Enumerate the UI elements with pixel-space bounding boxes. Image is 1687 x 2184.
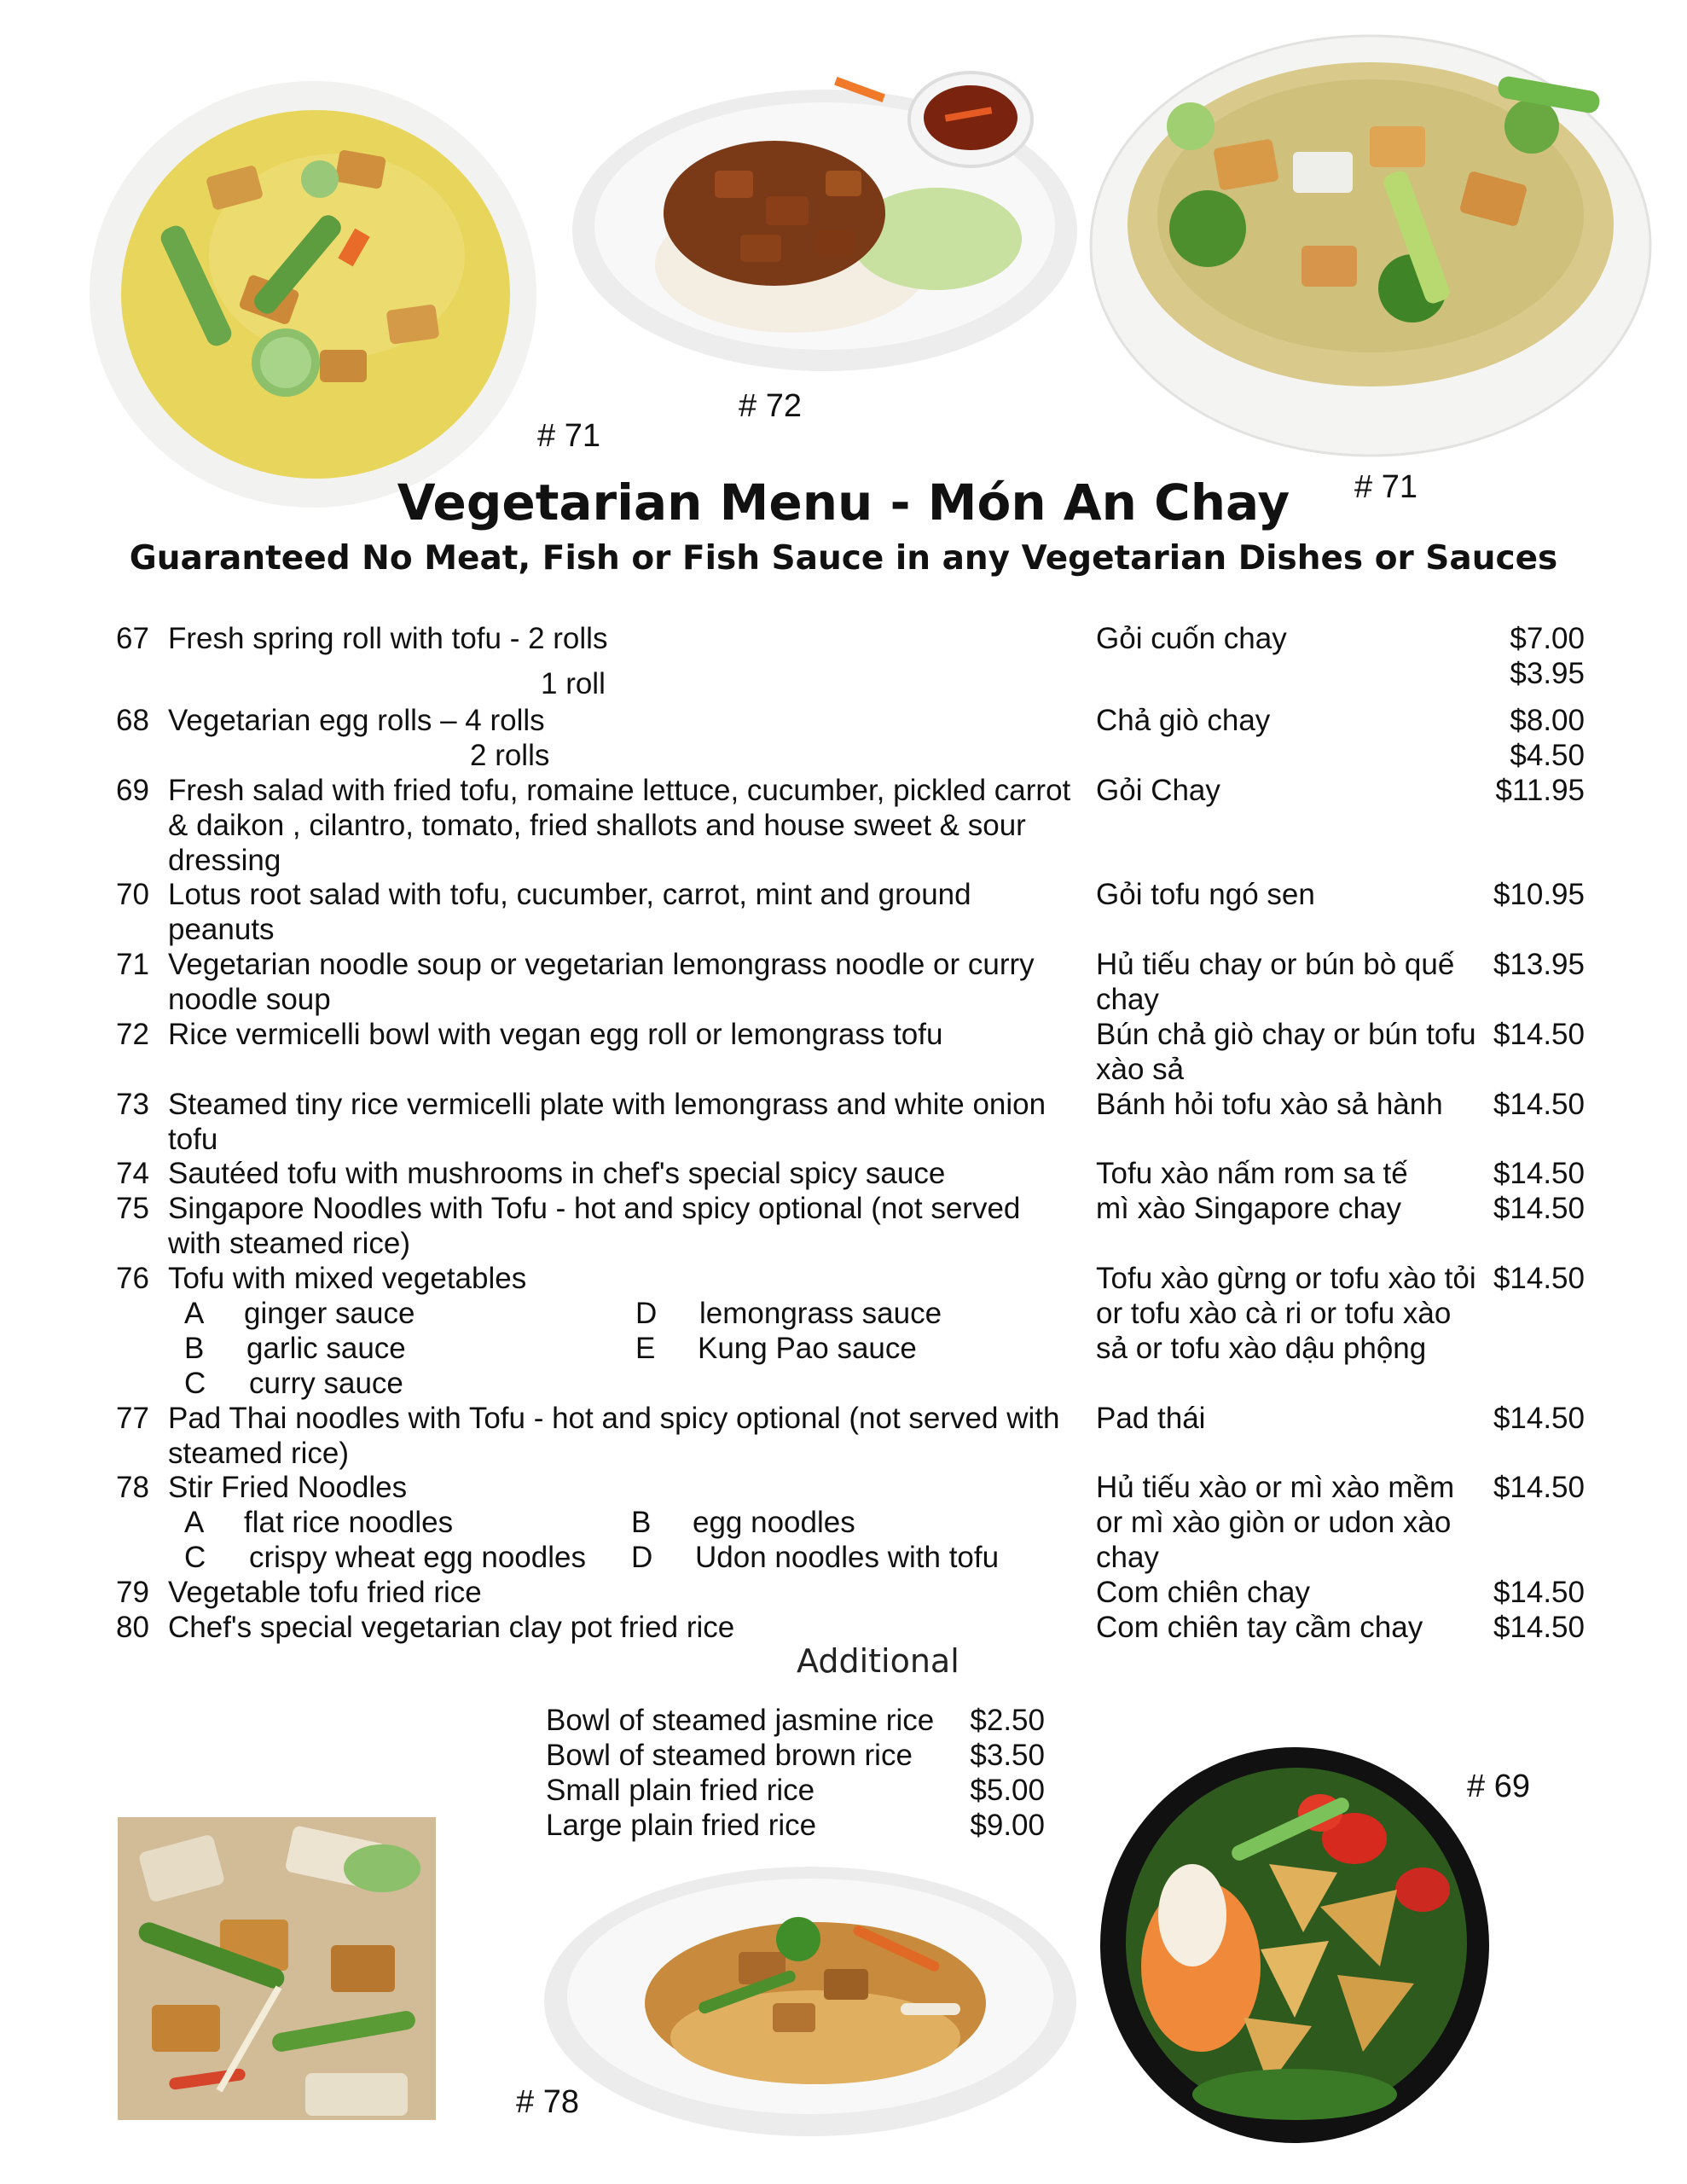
item-name-en: Steamed tiny rice vermicelli plate with lemongrass and white onion tofu <box>168 1088 1046 1156</box>
option-key: C <box>184 1541 206 1574</box>
option-key: C <box>184 1367 206 1400</box>
caption-78: # 78 <box>516 2084 579 2120</box>
menu-subtitle: Guaranteed No Meat, Fish or Fish Sauce in any Vegetarian Dishes or Sauces <box>129 539 1558 578</box>
option-key: B <box>184 1332 205 1365</box>
item-name-vn: Hủ tiếu chay or bún bò quế chay <box>1096 948 1455 1016</box>
item-name-vn: Chả giò chay <box>1096 704 1271 737</box>
additional-label: Bowl of steamed jasmine rice <box>546 1704 935 1737</box>
item-name-en: Vegetarian egg rolls – 4 rolls <box>168 704 545 737</box>
item-price: $14.50 <box>1493 1088 1585 1121</box>
item-price: $14.50 <box>1493 1576 1585 1609</box>
menu-title: Vegetarian Menu - Món An Chay <box>397 473 1290 531</box>
item-67-half-portion: 1 roll <box>541 667 606 700</box>
item-name-en: Fresh spring roll with tofu - 2 rolls <box>168 622 608 655</box>
additional-label: Bowl of steamed brown rice <box>546 1739 913 1772</box>
item-price: $13.95 <box>1493 948 1585 981</box>
item-price: $14.50 <box>1493 1262 1585 1295</box>
option-key: E <box>635 1332 656 1365</box>
additional-price: $5.00 <box>970 1774 1045 1807</box>
item-name-vn: Bún chả giò chay or bún tofu xào sả <box>1096 1018 1476 1086</box>
item-number: 71 <box>116 948 149 981</box>
item-number: 68 <box>116 704 149 737</box>
option-label: egg noodles <box>693 1506 855 1539</box>
item-number: 74 <box>116 1157 149 1190</box>
vegetable-soup-photo <box>1088 32 1653 459</box>
item-price: $14.50 <box>1493 1157 1585 1190</box>
item-number: 70 <box>116 878 149 911</box>
item-number: 80 <box>116 1611 149 1644</box>
salad-bowl-photo <box>1099 1745 1491 2146</box>
item-number: 69 <box>116 774 149 807</box>
item-price: $14.50 <box>1493 1192 1585 1225</box>
item-price: $14.50 <box>1493 1611 1585 1644</box>
item-name-en: Lotus root salad with tofu, cucumber, carrot, mint and ground peanuts <box>168 878 971 946</box>
additional-heading: Additional <box>797 1642 959 1680</box>
additional-label: Small plain fried rice <box>546 1774 815 1807</box>
item-price: $8.00 <box>1510 704 1585 737</box>
item-number: 67 <box>116 622 149 655</box>
additional-label: Large plain fried rice <box>546 1809 817 1842</box>
option-label: crispy wheat egg noodles <box>249 1541 586 1574</box>
caption-71-left: # 71 <box>537 418 600 454</box>
item-name-en: Pad Thai noodles with Tofu - hot and spicy optional (not served with steamed rice) <box>168 1402 1060 1470</box>
item-name-en: Tofu with mixed vegetables <box>168 1262 527 1295</box>
item-number: 72 <box>116 1018 149 1051</box>
item-number: 73 <box>116 1088 149 1121</box>
item-67-half-price: $3.95 <box>1510 657 1585 690</box>
item-name-vn: Gỏi cuốn chay <box>1096 622 1287 655</box>
option-label: flat rice noodles <box>244 1506 454 1539</box>
option-key: A <box>184 1506 205 1539</box>
vermicelli-plate-photo <box>570 51 1080 375</box>
item-name-vn: Com chiên tay cầm chay <box>1096 1611 1423 1644</box>
additional-price: $3.50 <box>970 1739 1045 1772</box>
option-label: curry sauce <box>249 1367 403 1400</box>
item-price: $7.00 <box>1510 622 1585 655</box>
option-key: A <box>184 1297 205 1330</box>
item-name-vn: Tofu xào nấm rom sa tế <box>1096 1157 1408 1190</box>
item-name-en: Fresh salad with fried tofu, romaine lettuce, cucumber, pickled carrot & daikon , cilantro, tomato, fried shallots and house sweet & sour dressing <box>168 774 1071 877</box>
item-name-en: Singapore Noodles with Tofu - hot and spicy optional (not served with steamed rice) <box>168 1192 1021 1260</box>
item-number: 79 <box>116 1576 149 1609</box>
additional-price: $9.00 <box>970 1809 1045 1842</box>
item-number: 78 <box>116 1471 149 1504</box>
caption-72: # 72 <box>739 388 802 424</box>
item-name-vn: Hủ tiếu xào or mì xào mềm or mì xào giòn or udon xào chay <box>1096 1471 1455 1574</box>
item-price: $14.50 <box>1493 1402 1585 1435</box>
stir-fry-closeup-photo <box>118 1817 436 2120</box>
item-name-en: Sautéed tofu with mushrooms in chef's special spicy sauce <box>168 1157 946 1190</box>
option-key: D <box>631 1541 653 1574</box>
item-price: $11.95 <box>1495 774 1585 807</box>
item-name-en: Vegetarian noodle soup or vegetarian lemongrass noodle or curry noodle soup <box>168 948 1035 1016</box>
item-name-vn: Com chiên chay <box>1096 1576 1310 1609</box>
item-68-half-portion: 2 rolls <box>470 739 550 772</box>
option-key: D <box>635 1297 658 1330</box>
item-name-vn: mì xào Singapore chay <box>1096 1192 1401 1225</box>
additional-price: $2.50 <box>970 1704 1045 1737</box>
option-label: Udon noodles with tofu <box>695 1541 1000 1574</box>
item-number: 75 <box>116 1192 149 1225</box>
item-price: $10.95 <box>1493 878 1585 911</box>
caption-69: # 69 <box>1467 1769 1530 1804</box>
option-label: garlic sauce <box>246 1332 406 1365</box>
item-68-half-price: $4.50 <box>1510 739 1585 772</box>
item-name-en: Stir Fried Noodles <box>168 1471 408 1504</box>
item-name-vn: Tofu xào gừng or tofu xào tỏi or tofu xào cà ri or tofu xào sả or tofu xào dậu phộng <box>1096 1262 1476 1365</box>
option-key: B <box>631 1506 652 1539</box>
item-number: 76 <box>116 1262 149 1295</box>
item-name-vn: Gỏi tofu ngó sen <box>1096 878 1315 911</box>
option-label: ginger sauce <box>244 1297 415 1330</box>
item-name-en: Chef's special vegetarian clay pot fried rice <box>168 1611 735 1644</box>
crispy-noodles-plate-photo <box>542 1858 1078 2140</box>
caption-71-right: # 71 <box>1354 469 1417 505</box>
item-name-en: Rice vermicelli bowl with vegan egg roll or lemongrass tofu <box>168 1018 943 1051</box>
item-name-vn: Bánh hỏi tofu xào sả hành <box>1096 1088 1443 1121</box>
curry-soup-photo <box>81 68 546 512</box>
item-name-vn: Pad thái <box>1096 1402 1206 1435</box>
item-name-en: Vegetable tofu fried rice <box>168 1576 482 1609</box>
option-label: lemongrass sauce <box>699 1297 942 1330</box>
item-price: $14.50 <box>1493 1018 1585 1051</box>
item-name-vn: Gỏi Chay <box>1096 774 1220 807</box>
option-label: Kung Pao sauce <box>698 1332 917 1365</box>
item-price: $14.50 <box>1493 1471 1585 1504</box>
item-number: 77 <box>116 1402 149 1435</box>
